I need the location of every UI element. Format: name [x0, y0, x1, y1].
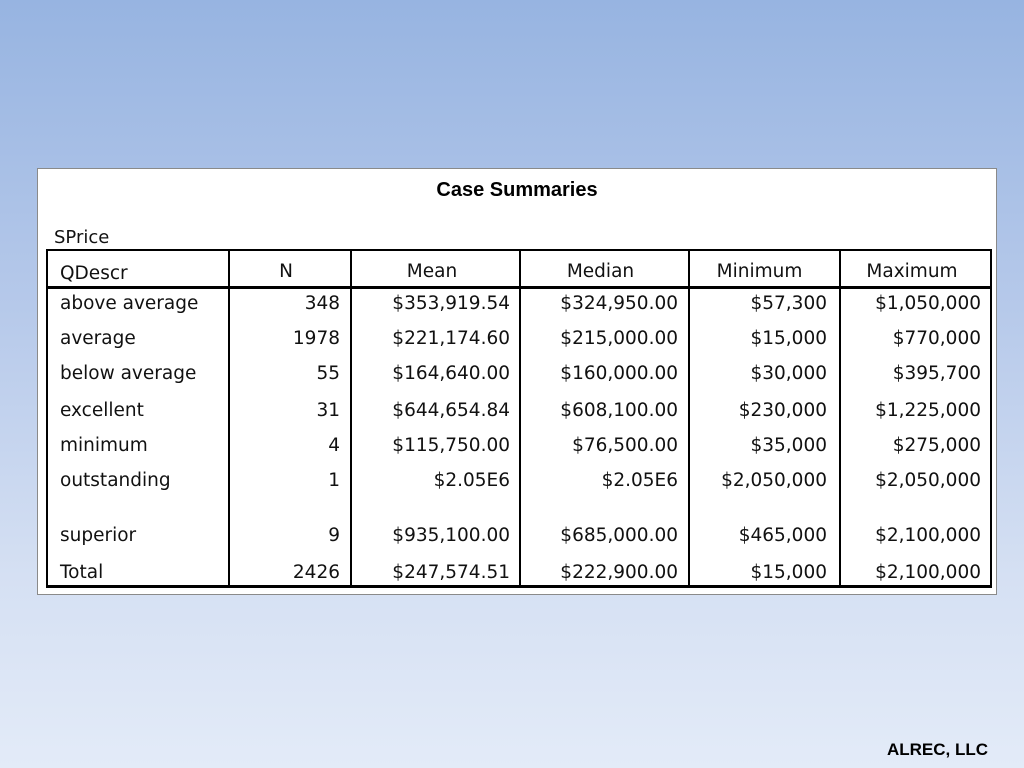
- cell-median: $685,000.00: [560, 525, 678, 546]
- column-divider: [228, 251, 230, 585]
- column-header-median: Median: [566, 261, 635, 282]
- cell-median: $2.05E6: [601, 470, 678, 491]
- row-label: average: [60, 328, 136, 349]
- cell-minimum: $15,000: [750, 562, 827, 583]
- row-label: minimum: [60, 435, 148, 456]
- cell-mean: $2.05E6: [433, 470, 510, 491]
- cell-maximum: $770,000: [892, 328, 981, 349]
- cell-median: $324,950.00: [560, 293, 678, 314]
- cell-mean: $247,574.51: [392, 562, 510, 583]
- cell-mean: $644,654.84: [392, 400, 510, 421]
- cell-n: 348: [304, 293, 340, 314]
- cell-median: $215,000.00: [560, 328, 678, 349]
- cell-median: $608,100.00: [560, 400, 678, 421]
- row-label: excellent: [60, 400, 144, 421]
- cell-mean: $353,919.54: [392, 293, 510, 314]
- cell-maximum: $2,100,000: [875, 562, 981, 583]
- cell-mean: $221,174.60: [392, 328, 510, 349]
- cell-maximum: $2,050,000: [875, 470, 981, 491]
- cell-n: 2426: [292, 562, 340, 583]
- row-label: below average: [60, 363, 197, 384]
- cell-minimum: $465,000: [738, 525, 827, 546]
- cell-maximum: $1,225,000: [875, 400, 981, 421]
- case-summaries-panel: [37, 168, 997, 595]
- summary-table: [46, 249, 992, 588]
- column-header-minimum: Minimum: [716, 261, 803, 282]
- cell-n: 1: [328, 470, 340, 491]
- cell-n: 31: [316, 400, 340, 421]
- cell-n: 55: [316, 363, 340, 384]
- cell-minimum: $57,300: [750, 293, 827, 314]
- cell-maximum: $395,700: [892, 363, 981, 384]
- cell-mean: $935,100.00: [392, 525, 510, 546]
- column-header-mean: Mean: [406, 261, 458, 282]
- row-label: outstanding: [60, 470, 171, 491]
- cell-minimum: $35,000: [750, 435, 827, 456]
- cell-minimum: $230,000: [738, 400, 827, 421]
- cell-mean: $115,750.00: [392, 435, 510, 456]
- cell-minimum: $2,050,000: [721, 470, 827, 491]
- table-title: Case Summaries: [436, 179, 598, 201]
- column-divider: [839, 251, 841, 585]
- cell-maximum: $275,000: [892, 435, 981, 456]
- cell-median: $222,900.00: [560, 562, 678, 583]
- column-header-n: N: [279, 261, 293, 282]
- footer-credit: ALREC, LLC: [886, 740, 988, 759]
- cell-minimum: $15,000: [750, 328, 827, 349]
- cell-minimum: $30,000: [750, 363, 827, 384]
- column-header-qdescr: QDescr: [60, 263, 128, 284]
- column-header-maximum: Maximum: [866, 261, 958, 282]
- row-label: above average: [60, 293, 199, 314]
- cell-median: $160,000.00: [560, 363, 678, 384]
- cell-maximum: $1,050,000: [875, 293, 981, 314]
- cell-median: $76,500.00: [572, 435, 678, 456]
- variable-label: SPrice: [54, 227, 110, 248]
- header-divider: [48, 286, 990, 289]
- row-label: superior: [60, 525, 137, 546]
- row-label: Total: [60, 562, 104, 583]
- column-divider: [688, 251, 690, 585]
- column-divider: [350, 251, 352, 585]
- cell-n: 1978: [292, 328, 340, 349]
- column-divider: [519, 251, 521, 585]
- cell-maximum: $2,100,000: [875, 525, 981, 546]
- cell-n: 4: [328, 435, 340, 456]
- cell-mean: $164,640.00: [392, 363, 510, 384]
- cell-n: 9: [328, 525, 340, 546]
